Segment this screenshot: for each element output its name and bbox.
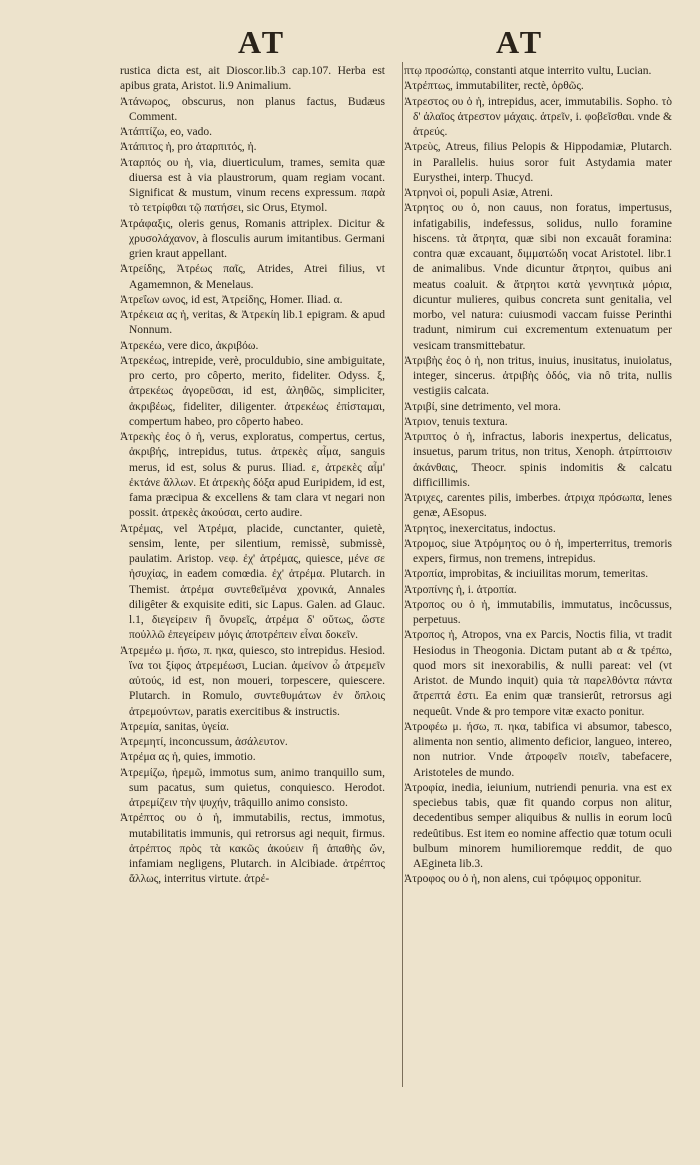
dictionary-entry: Ἀτρέμα ας ἡ, quies, immotio. [120, 751, 256, 764]
dictionary-entry: Ἀτροφέω μ. ήσω, π. ηκα, tabifica vi absumor, tabesco, alimenta non sentio, alimento deficior, langueo, intereo, non nutrior. Vnde ἀτροφεῖν ποιεῖν, tabefacere, Aristoteles de mundo. [404, 720, 672, 779]
dictionary-entry: Ἀτριβὴς ἐος ὁ ἡ, non tritus, inuius, inusitatus, inuiolatus, integer, sincerus. ἀτριβὴς ὁδός, via nô trita, nullis vestigiis calcata. [404, 354, 672, 398]
dictionary-entry: Ἀτροπίνης ἡ, i. ἀτροπία. [404, 583, 517, 596]
dictionary-entry: Ἀτριχες, carentes pilis, imberbes. ἀτριχα πρόσωπα, lenes genæ, AEsopus. [404, 492, 672, 520]
dictionary-entry: Ἀτρεστος ου ὁ ἡ, intrepidus, acer, immutabilis. Sopho. τὸ δ' ἀλαῖος ἀτρεστον μάχαις. ἀτρεῖν, i. φοβεῖσθαι. vnde & ἀτρεύς. [404, 95, 672, 138]
dictionary-entry: Ἀτροφία, inedia, ieiunium, nutriendi penuria. vna est ex speciebus tabis, quæ fit quando corpus non alitur, decedentibus semper aliquibus & nullis in eorum locû redeûtibus. Est item eo nomine affectio quæ totum oculi bulbum minorem humilioremque reddit, de quo AEgineta lib.3. [404, 781, 672, 870]
dictionary-entry: Ἀτρεμητί, inconcussum, ἀσάλευτον. [120, 736, 288, 748]
dictionary-entry: Ἀτρεμία, sanitas, ὑγεία. [120, 720, 229, 733]
dictionary-entry: πτῳ προσώπῳ, constanti atque interrito vultu, Lucian. [404, 65, 652, 77]
dictionary-entry: Ἀτροπος ἡ, Atropos, vna ex Parcis, Noctis filia, vt tradit Hesiodus in Theogonia. Dictam putant ab α & τρέπω, quod mors sit inexorabilis, & nulli pareat: vel (vt Aristot. de Mundo inquit) quia τὰ παρελθόντα πάντα ἄτρεπτά ἐστι. Ea enim quæ transierût, retrorsus agi nequeût. Vnde & pro tempore vitæ exacto ponitur. [404, 629, 672, 718]
dictionary-entry: Ἀτρεὺς, Atreus, filius Pelopis & Hippodamiæ, Plutarch. in Parallelis. huius soror fuit Astydamia mater Eurysthei, interp. Thucyd. [404, 141, 672, 184]
running-head-right: AT [496, 24, 545, 60]
dictionary-entry: Ἀτροπος ου ὁ ἡ, immutabilis, immutatus, incôcussus, perpetuus. [404, 598, 672, 626]
column-divider [402, 62, 403, 1087]
dictionary-entry: Ἀτρεμέω μ. ήσω, π. ηκα, quiesco, sto intrepidus. Hesiod. ἵνα τοι ξίφος ἀτρεμέωσι, Lucian. ἀμείνον ὧ ἀτρεμεῖν αὐτούς, id est, non moueri, torpescere, quiescere. Plutarch. in Romulo, συντεθυμάτων ἐν ὅπλοις ἀτρεμούντων, paratis exercitibus & instructis. [120, 644, 385, 718]
dictionary-entry: Ἀταρπός ου ἡ, via, diuerticulum, trames, semita quæ diuersa est à via plaustrorum, quam regiam vocant. Significat & mustum, vinum recens expressum. παρὰ τὸ τετρίφθαι τῷ πατήσει, sic Orus, Etymol. [120, 156, 385, 215]
dictionary-entry: Ἀτριπτος ὁ ἡ, infractus, laboris inexpertus, delicatus, insuetus, parum tritus, non tritus, Xenoph. ἀτρίπτοισιν ἀκάνθαις, Theocr. spinis indomitis & calcatu difficillimis. [404, 431, 672, 489]
dictionary-entry: Ἀτρέπτως, immutabiliter, rectè, ὀρθῶς. [404, 80, 584, 93]
dictionary-entry: Ἀτρείδης, Ἀτρέως παῖς, Atrides, Atrei filius, vt Agamemnon, & Menelaus. [120, 263, 385, 291]
dictionary-entry: Ἀτάπτίζω, eo, vado. [120, 126, 212, 138]
dictionary-entry: Ἀτρομος, siue Ἀτρόμητος ου ὁ ἡ, imperterritus, tremoris expers, firmus, non tremens, intrepidus. [404, 537, 672, 565]
dictionary-entry: Ἀτρεκέω, vere dico, ἀκριβόω. [120, 339, 259, 352]
dictionary-entry: Ἀτράφαξις, oleris genus, Romanis attriplex. Dicitur & χρυσολάχανον, à flosculis aurum imitantibus. Germani grien kraut appellant. [120, 217, 385, 260]
dictionary-entry: Ἀτροφος ου ὁ ἡ, non alens, cui τρόφιμος opponitur. [404, 873, 642, 886]
dictionary-entry: Ἀτροπία, improbitas, & inciuilitas morum, temeritas. [404, 568, 649, 581]
dictionary-entry: Ἀτρητος, inexercitatus, indoctus. [404, 522, 556, 535]
dictionary-entry: Ἀτρέπτος ου ὁ ἡ, immutabilis, rectus, immotus, mutabilitatis immunis, qui retrorsus agi nequit, firmus. ἀτρέπτος πρὸς τὰ κακῶς ἀκούειν ἢ ἀπαθὴς ὤν, infamiam negligens, Plutarch. in Alcibiade. ἀτρέπτος ἄλλως, interritus virtute. ἀτρέ- [120, 812, 385, 886]
dictionary-entry: Ἀτρηνοὶ οἱ, populi Asiæ, Atreni. [404, 187, 553, 199]
left-column [120, 64, 385, 888]
dictionary-entry: Ἀτρητος ου ὁ, non cauus, non foratus, impertusus, infatigabilis, indefessus, solidus, nullo foramine hiscens. τὰ ἄτρητα, quæ sibi non excauât foramina: contra quæ excauant, διμματώδη vocat Aristotel. libr.1 de animalibus. Vnde dicuntur ἄτρητοι, quibus ani meatus coaluit. & ἄτρητοι κατὰ γεννητικὰ μόρια, dicuntur mulieres, quibus concreta sunt genitalia, vel morbo, vel natura: cuiusmodi vaccam fuisse Perinthi tradunt, nimirum cui excrementum extenuatum per vesicam transmittebatur. [404, 202, 672, 352]
dictionary-entry: Ἀτάνωρος, obscurus, non planus factus, Budæus Comment. [120, 95, 385, 123]
dictionary-entry: Ἀτριον, tenuis textura. [404, 415, 508, 428]
dictionary-entry: Ἀτάπιτος ἡ, pro ἀταρπιτός, ἡ. [120, 141, 257, 154]
dictionary-entry: Ἀτριβί, sine detrimento, vel mora. [404, 400, 561, 413]
dictionary-entry: Ἀτρεΐων ωνος, id est, Ἀτρείδης, Homer. Iliad. α. [120, 293, 343, 306]
dictionary-entry: Ἀτρέκεια ας ἡ, veritas, & Ἀτρεκίη lib.1 epigram. & apud Nonnum. [120, 309, 385, 337]
dictionary-entry: Ἀτρεκέως, intrepide, verè, proculdubio, sine ambiguitate, pro certo, pro côperto, merito, fideliter. Odyss. ξ, ἀτρεκέως ἀγορεῦσαι, id est, ἀληθῶς, simpliciter, ἀκριβέως, fideliter, diligenter. ἀτρεκέως ἐπίσταμαι, compertum habeo, pro côperto habeo. [120, 354, 385, 428]
dictionary-entry: Ἀτρεμίζω, ἠρεμῶ, immotus sum, animo tranquillo sum, sum pacatus, sum quietus, conquiesco. Herodot. ἀτρεμίζειν τὴν ψυχήν, trâquillo animo consisto. [120, 766, 385, 809]
dictionary-entry: Ἀτρέμας, vel Ἀτρέμα, placide, cunctanter, quietè, sensim, lente, per silentium, remissè, submissè, paulatim. Aristop. νεφ. ἐχ' ἀτρέμας, quiesce, μένε σε ἠσυχίας, in eadem comœdia. ἐχ' ἀτρέμα. Plutarch. in Themist. ἀτρέμα συντεθεῖμένα χρονικά, Annales diligêter & exquisite editi, sic Lapus. Galen. ad Glauc. l.1, διεγείρειν ἢ ὄνυρεῖς, ἀτρέμα δ' οὕτως, ὥστε ποὐλλῶ ἐπεγείρειν μόγις ἀποτρέπειν εἶναι δοκεῖν. [120, 522, 385, 642]
right-column [404, 64, 672, 888]
dictionary-entry: rustica dicta est, ait Dioscor.lib.3 cap.107. Herba est apibus grata, Aristot. li.9 Animalium. [120, 65, 385, 93]
running-head-left: AT [238, 24, 287, 60]
running-head [0, 24, 700, 60]
dictionary-entry: Ἀτρεκὴς ἐος ὁ ἡ, verus, exploratus, compertus, certus, ἀκριβής, intrepidus, tutus. ἀτρεκὲς αἷμα, sanguis merus, id est, solus & purus. Iliad. ε, ἀτρεκὲς αἷμ' ἐκτάνε ἄλλων. Et ἀτρεκὴς δόξα apud Euripidem, id est, fama præcipua & excellens & tam clara vt negari non possit. ἀτρεκὲς ἀκούσαι, certo audire. [120, 431, 385, 520]
